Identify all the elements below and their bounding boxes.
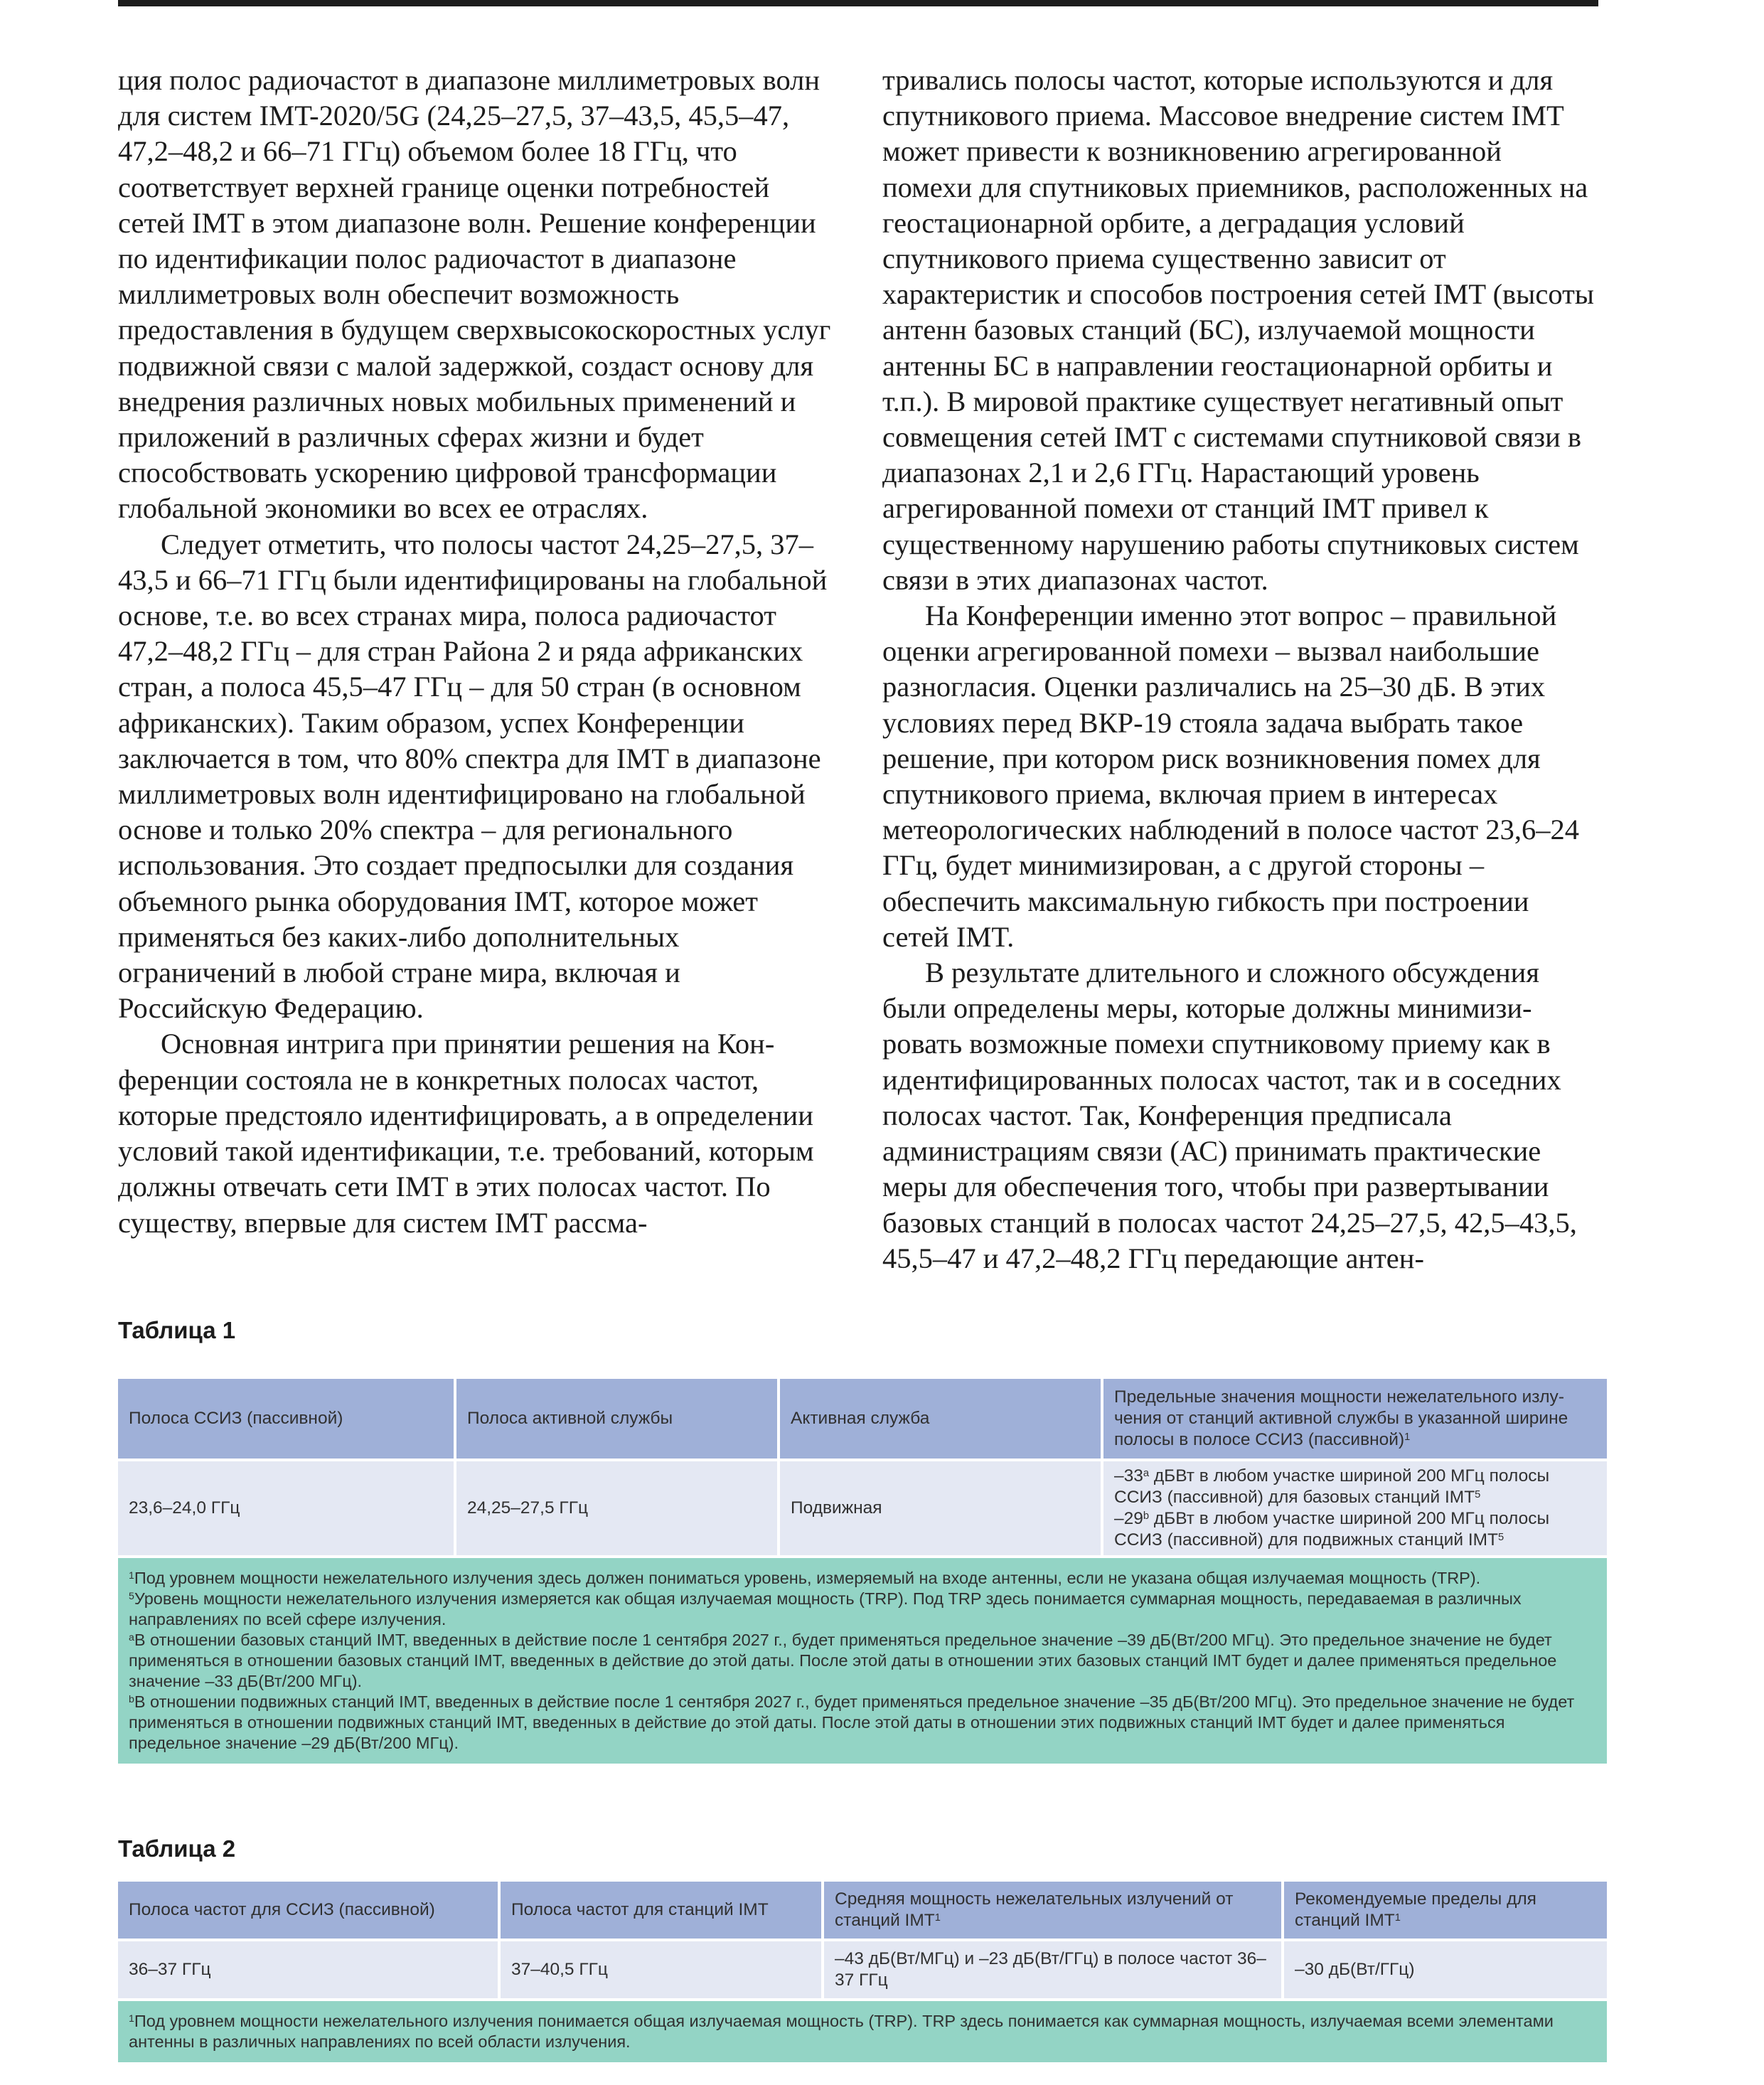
paragraph: тривались полосы частот, которые используются и для спутникового приема. Массовое внедрение систем IMT может привести к возникновению агрегированной помехи для спутниковых приемников, расположенных на геостационарной орбите, а деградация условий спутникового приема существенно зависит от характеристик и способов построения сетей IMT (высоты антенн базовых станций (БС), излучаемой мощности антенны БС в направлении геостационарной орбиты и т.п.). В мировой практике существует негативный опыт совмещения сетей IMT с системами спутниковой связи в диапазонах 2,1 и 2,6 ГГц. Нарастающий уровень агрегированной помехи от станций IMT привел к существенному нарушению работы спутниковых систем связи в этих диапазонах частот. [882, 64, 1594, 596]
footnote [129, 1568, 1596, 1589]
footnote-mark: 1 [129, 1569, 134, 1581]
table2-caption: Таблица 2 [118, 1835, 236, 1862]
paragraph: На Конференции именно этот вопрос – правильной оценки агрегированной помехи – вызвал наибольшие разногласия. Оценки различались на 25–30 дБ. В этих условиях перед ВКР-19 стояла задача выбрать такое решение, при котором риск возникновения помех для спутникового приема, включая прием в интересах метеорологических наблюдений в полосе частот 23,6–24 ГГц, будет минимизирован, а с другой стороны – обеспечить максимальную гибкость при построении сетей IMT. [882, 599, 1580, 953]
table1-cell: 23,6–24,0 ГГц [118, 1461, 454, 1555]
limit-value: –33 [1114, 1466, 1143, 1486]
table2-header-cell [118, 1882, 498, 1939]
table1-notes-row [118, 1558, 1607, 1764]
table1-notes [118, 1558, 1607, 1764]
table2-header-text: Полоса частот для ССИЗ (пассивной) [129, 1900, 435, 1919]
footnote-mark: 5 [1498, 1531, 1504, 1543]
table1-cell: 24,25–27,5 ГГц [456, 1461, 777, 1555]
table1-header-row [118, 1379, 1607, 1459]
paragraph: Основная интрига при принятии решения на Конференции состояла не в конкретных полосах частот, которые предстояло идентифицировать, а в определении условий такой идентификации, т.е. требований, которым должны отвечать сети IMT в этих полосах частот. По существу, впервые для систем IMT рассма- [118, 1028, 814, 1239]
paragraph: В результате длительного и сложного обсуждения были определены меры, которые должны минимизировать возможные помехи спутниковому приему как в идентифицированных полосах частот, так и в соседних полосах частот. Так, Конференция предписала администрациям связи (АС) принимать практические меры для обеспечения того, чтобы при развертывании базовых станций в полосах частот 24,25–27,5, 42,5–43,5, 45,5–47 и 47,2–48,2 ГГц передающие антен- [882, 956, 1577, 1274]
table2 [115, 1879, 1610, 2065]
footnote-mark: a [129, 1631, 134, 1643]
footnote-text: Под уровнем мощности нежелательного излучения понимается общая излучаемая мощность (TRP). TRP здесь понимается как суммарная мощность, излучаемая всеми элементами антенны в различных направлениях по всей области излучения. [129, 2012, 1554, 2051]
limit-value: –29 [1114, 1509, 1143, 1528]
table1-cell [1103, 1461, 1607, 1555]
footnote-mark: 1 [129, 2012, 134, 2024]
top-rule [118, 0, 1598, 6]
table1-row [118, 1461, 1607, 1555]
table1 [115, 1376, 1610, 1766]
table1-header-cell: Полоса ССИЗ (пассивной) [118, 1379, 454, 1459]
paragraph: ция полос радиочастот в диапазоне миллиметровых волн для систем IMT-2020/5G (24,25–27,5, 37–43,5, 45,5–47, 47,2–48,2 и 66–71 ГГц) объемом более 18 ГГц, что соответствует верхней границе оценки потребностей сетей IMT в этом диапазоне волн. Решение конференции по идентификации полос радиочастот в диапазоне миллиметровых волн обеспечит возможность предоставления в будущем сверхвысокоскоростных услуг подвижной связи с малой задержкой, создаст основу для внедрения различных новых мобильных применений и приложений в различных сферах жизни и будет способствовать ускорению цифровой трансформации глобальной экономики во всех ее отраслях. [118, 64, 831, 525]
footnote [129, 1630, 1596, 1692]
table2-header-cell [501, 1882, 821, 1939]
limit-text: дБВт в любом участке шириной 200 МГц полосы ССИЗ (пассивной) для базовых станций IMT [1114, 1466, 1550, 1507]
table2-header-text: Средняя мощность нежелательных излучений от станций IMT [835, 1889, 1234, 1930]
footnote-mark: 1 [1394, 1911, 1401, 1924]
footnote [129, 1589, 1596, 1630]
footnote-mark: b [129, 1692, 134, 1705]
right-column [882, 63, 1598, 1276]
table1-header-cell: Полоса активной службы [456, 1379, 777, 1459]
limit-base-stations [1114, 1466, 1596, 1508]
footnote [129, 1692, 1596, 1754]
table2-header-text: Полоса частот для станций IMT [511, 1900, 769, 1919]
footnote-text: Под уровнем мощности нежелательного излучения здесь должен пониматься уровень, измеряемый на входе антенны, если не указана общая излучаемая мощность (TRP). [134, 1569, 1481, 1587]
left-column [118, 63, 834, 1276]
table2-notes-row [118, 2001, 1607, 2062]
table2-row [118, 1941, 1607, 1998]
table1-header-cell [1103, 1379, 1607, 1459]
table2-cell: 37–40,5 ГГц [501, 1941, 821, 1998]
footnote-mark: b [1143, 1510, 1150, 1522]
table1-header-cell: Активная служба [780, 1379, 1101, 1459]
footnote-mark: a [1143, 1467, 1150, 1479]
table2-header-cell [824, 1882, 1281, 1939]
limit-text: дБВт в любом участке шириной 200 МГц полосы ССИЗ (пассивной) для подвижных станций IMT [1114, 1509, 1550, 1550]
paragraph: Следует отметить, что полосы частот 24,25–27,5, 37–43,5 и 66–71 ГГц были идентифицированы на глобальной основе, т.е. во всех странах мира, полоса радиочастот 47,2–48,2 ГГц – для стран Района 2 и ряда африканских стран, а полоса 45,5–47 ГГц – для 50 стран (в основном африканских). Таким образом, успех Конференции заключается в том, что 80% спектра для IMT в диапазоне миллиметровых волн идентифицировано на глобальной основе и только 20% спектра – для регионального использования. Это создает предпосылки для создания объемного рынка оборудования IMT, которое может применяться без каких-либо дополнительных ограничений в любой стране мира, включая и Российскую Федерацию. [118, 528, 828, 1025]
article-body [118, 63, 1598, 1276]
table2-cell: 36–37 ГГц [118, 1941, 498, 1998]
footnote-mark: 1 [934, 1911, 941, 1924]
table2-header-text: Рекомендуемые пределы для станций IMT [1295, 1889, 1536, 1930]
table1-cell: Подвижная [780, 1461, 1101, 1555]
table2-header-cell [1284, 1882, 1607, 1939]
limit-mobile-stations [1114, 1508, 1596, 1551]
footnote-mark: 5 [129, 1589, 134, 1601]
footnote-text: В отношении базовых станций IMT, введенных в действие после 1 сентября 2027 г., будет применяться предельное значение –39 дБ(Вт/200 МГц). Это предельное значение не будет применяться в отношении базовых станций IMT, введенных в действие до этой даты. После этой даты в отношении этих базовых станций IMT будет и далее применяться предельное значение –33 дБ(Вт/200 МГц). [129, 1631, 1557, 1690]
table2-header-row [118, 1882, 1607, 1939]
footnote-text: В отношении подвижных станций IMT, введенных в действие после 1 сентября 2027 г., будет применяться предельное значение –35 дБ(Вт/200 МГц). Это предельное значение не будет применяться в отношении подвижных станций IMT, введенных в действие до этой даты. После этой даты в отношении этих подвижных станций IMT будет и далее применяться предельное значение –29 дБ(Вт/200 МГц). [129, 1692, 1575, 1752]
table2-cell: –30 дБ(Вт/ГГц) [1284, 1941, 1607, 1998]
footnote-mark: 1 [1404, 1431, 1411, 1443]
table1-header-text: Предельные значения мощности нежелательного излучения от станций активной службы в указанной ширине полосы в полосе ССИЗ (пассивной) [1114, 1387, 1568, 1449]
footnote-text: Уровень мощности нежелательного излучения измеряется как общая излучаемая мощность (TRP). Под TRP здесь понимается суммарная мощность, передаваемая в различных направлениях по всей сфере излучения. [129, 1589, 1522, 1628]
table1-caption: Таблица 1 [118, 1317, 236, 1343]
table2-notes [118, 2001, 1607, 2062]
footnote [129, 2011, 1596, 2052]
table2-cell: –43 дБ(Вт/МГц) и –23 дБ(Вт/ГГц) в полосе частот 36–37 ГГц [824, 1941, 1281, 1998]
footnote-mark: 5 [1475, 1488, 1481, 1500]
